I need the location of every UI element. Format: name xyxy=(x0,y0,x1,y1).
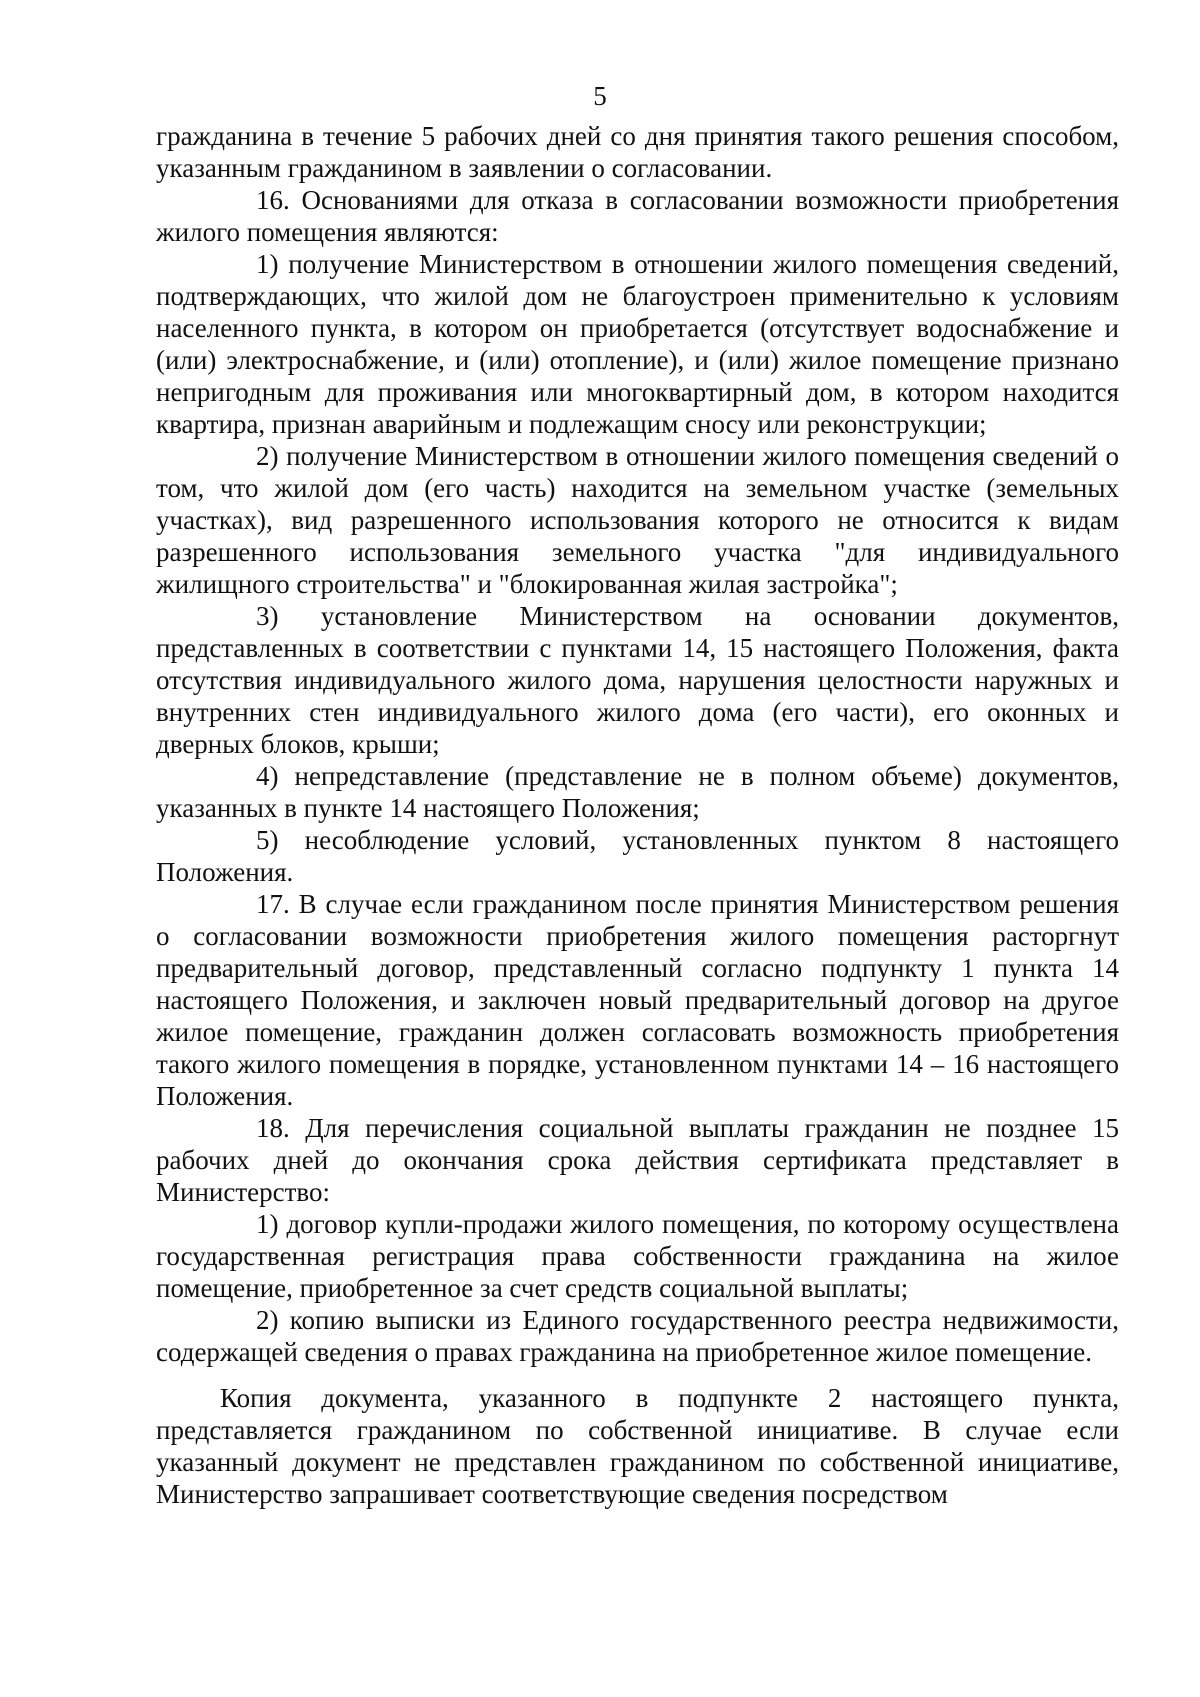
paragraph-item-16: 16. Основаниями для отказа в согласовании возможности приобретения жилого помещения являются: xyxy=(156,185,1119,247)
paragraph-item-17: 17. В случае если гражданином после принятия Министерством решения о согласовании возможности приобретения жилого помещения расторгнут предварительный договор, представленный согласно подпункту 1 пункта 14 настоящего Положения, и заключен новый предварительный договор на другое жилое помещение, гражданин должен согласовать возможность приобретения такого жилого помещения в порядке, установленном пунктами 14 – 16 настоящего Положения. xyxy=(156,889,1119,1111)
page-number: 5 xyxy=(593,81,607,111)
paragraph-continuation: гражданина в течение 5 рабочих дней со дня принятия такого решения способом, указанным гражданином в заявлении о согласовании. xyxy=(156,121,1119,183)
paragraph-document-copy-note: Копия документа, указанного в подпункте 2 настоящего пункта, представляется гражданином по собственной инициативе. В случае если указанный документ не представлен гражданином по собственной инициативе, Министерство запрашивает соответствующие сведения посредством xyxy=(156,1383,1119,1509)
paragraph-item-18: 18. Для перечисления социальной выплаты гражданин не позднее 15 рабочих дней до окончания срока действия сертификата представляет в Министерство: xyxy=(156,1113,1119,1207)
paragraph-16-sub-5: 5) несоблюдение условий, установленных пунктом 8 настоящего Положения. xyxy=(156,825,1119,887)
paragraph-16-sub-2: 2) получение Министерством в отношении жилого помещения сведений о том, что жилой дом (его часть) находится на земельном участке (земельных участках), вид разрешенного использования которого не относится к видам разрешенного использования земельного участка "для индивидуального жилищного строительства" и "блокированная жилая застройка"; xyxy=(156,441,1119,599)
paragraph-16-sub-3: 3) установление Министерством на основании документов, представленных в соответствии с пунктами 14, 15 настоящего Положения, факта отсутствия индивидуального жилого дома, нарушения целостности наружных и внутренних стен индивидуального жилого дома (его части), его оконных и дверных блоков, крыши; xyxy=(156,601,1119,759)
document-body xyxy=(156,120,1119,1510)
paragraph-16-sub-1: 1) получение Министерством в отношении жилого помещения сведений, подтверждающих, что жилой дом не благоустроен применительно к условиям населенного пункта, в котором он приобретается (отсутствует водоснабжение и (или) электроснабжение, и (или) отопление), и (или) жилое помещение признано непригодным для проживания или многоквартирный дом, в котором находится квартира, признан аварийным и подлежащим сносу или реконструкции; xyxy=(156,249,1119,439)
paragraph-18-sub-2: 2) копию выписки из Единого государственного реестра недвижимости, содержащей сведения о правах гражданина на приобретенное жилое помещение. xyxy=(156,1305,1119,1367)
paragraph-16-sub-4: 4) непредставление (представление не в полном объеме) документов, указанных в пункте 14 настоящего Положения; xyxy=(156,761,1119,823)
paragraph-18-sub-1: 1) договор купли-продажи жилого помещения, по которому осуществлена государственная регистрация права собственности гражданина на жилое помещение, приобретенное за счет средств социальной выплаты; xyxy=(156,1209,1119,1303)
